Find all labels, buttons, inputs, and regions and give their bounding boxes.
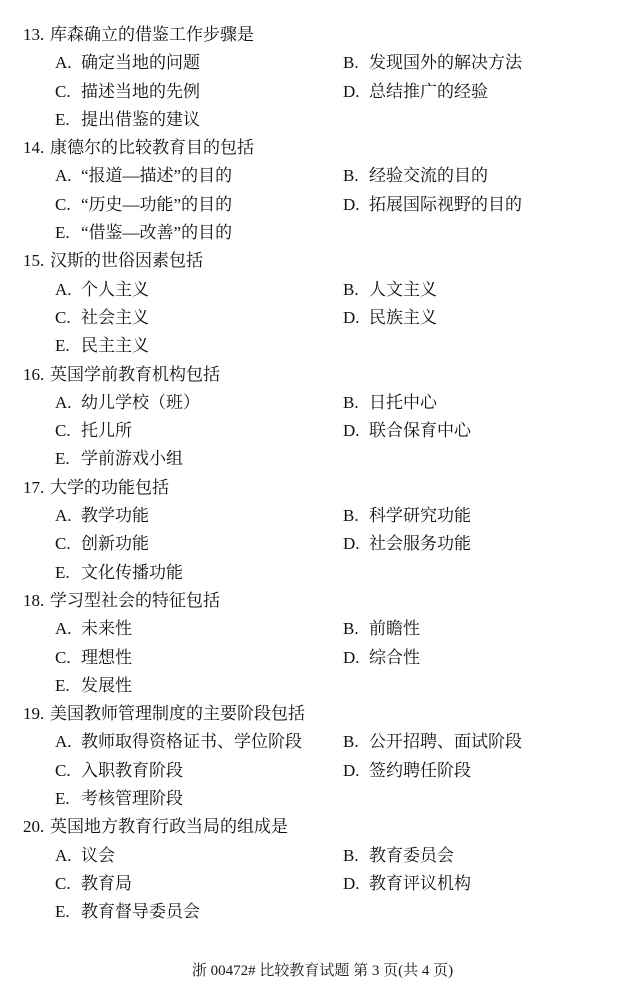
option-text: 未来性 [81, 619, 132, 639]
option-label: E. [55, 902, 70, 922]
option-text: 签约聘任阶段 [369, 760, 471, 780]
option-label: D. [343, 534, 360, 554]
option-text: 教育评议机构 [369, 873, 471, 893]
option-label: B. [343, 619, 359, 639]
option-b [343, 728, 622, 756]
option-b [343, 162, 622, 190]
option-label: C. [55, 81, 71, 101]
option-text: 教育督导委员会 [81, 902, 200, 922]
question-number: 16. [23, 364, 45, 384]
option-text: 描述当地的先例 [81, 81, 200, 101]
question-stem: 英国地方教育行政当局的组成是 [50, 817, 288, 837]
option-label: D. [343, 307, 360, 327]
option-text: 个人主义 [81, 279, 149, 299]
option-a [55, 615, 343, 643]
option-label: D. [343, 647, 360, 667]
option-e [55, 559, 343, 587]
option-label: B. [343, 53, 359, 73]
option-e [55, 785, 343, 813]
option-text: 综合性 [369, 647, 420, 667]
option-b [343, 49, 622, 77]
option-label: B. [343, 845, 359, 865]
option-list [55, 49, 622, 134]
option-label: D. [343, 760, 360, 780]
option-list [55, 276, 622, 361]
option-text: 总结推广的经验 [369, 81, 488, 101]
option-b [343, 502, 622, 530]
option-list [55, 162, 622, 247]
page-footer [23, 961, 622, 1005]
option-text: 入职教育阶段 [81, 760, 183, 780]
option-d [343, 757, 622, 785]
question-number: 15. [23, 251, 45, 271]
question-14 [23, 134, 622, 247]
option-list [55, 502, 622, 587]
option-label: A. [55, 279, 72, 299]
option-text: 联合保育中心 [369, 421, 471, 441]
option-a [55, 842, 343, 870]
question-stem: 康德尔的比较教育目的包括 [50, 138, 254, 158]
option-list [55, 389, 622, 474]
option-c [55, 304, 343, 332]
question-stem: 英国学前教育机构包括 [50, 364, 220, 384]
option-label: A. [55, 166, 72, 186]
footer-text: 浙 00472# 比较教育试题 第 3 页(共 4 页) [191, 963, 454, 979]
option-label: E. [55, 562, 70, 582]
option-b [343, 842, 622, 870]
option-text: 经验交流的目的 [369, 166, 488, 186]
option-label: C. [55, 873, 71, 893]
option-d [343, 191, 622, 219]
option-text: 托儿所 [81, 421, 132, 441]
option-text: 日托中心 [369, 392, 437, 412]
option-label: C. [55, 534, 71, 554]
option-e [55, 219, 343, 247]
option-text: 社会主义 [81, 307, 149, 327]
option-c [55, 191, 343, 219]
option-text: 学前游戏小组 [81, 449, 183, 469]
option-text: 公开招聘、面试阶段 [369, 732, 522, 752]
question-stem: 美国教师管理制度的主要阶段包括 [50, 704, 305, 724]
option-text: 民主主义 [81, 336, 149, 356]
option-text: 教学功能 [81, 506, 149, 526]
option-c [55, 530, 343, 558]
option-text: 发现国外的解决方法 [369, 53, 522, 73]
option-b [343, 615, 622, 643]
option-text: 人文主义 [369, 279, 437, 299]
option-label: D. [343, 421, 360, 441]
option-label: C. [55, 307, 71, 327]
option-text: “报道—描述”的目的 [81, 166, 233, 186]
option-label: A. [55, 392, 72, 412]
option-d [343, 530, 622, 558]
option-d [343, 78, 622, 106]
option-d [343, 304, 622, 332]
question-20 [23, 813, 622, 926]
option-label: E. [55, 789, 70, 809]
option-label: E. [55, 675, 70, 695]
option-label: D. [343, 194, 360, 214]
option-text: 理想性 [81, 647, 132, 667]
option-label: E. [55, 223, 70, 243]
question-heading [23, 247, 622, 275]
question-stem: 大学的功能包括 [50, 477, 169, 497]
option-d [343, 870, 622, 898]
option-e [55, 672, 343, 700]
option-text: 文化传播功能 [81, 562, 183, 582]
option-label: A. [55, 53, 72, 73]
question-heading [23, 134, 622, 162]
option-label: D. [343, 873, 360, 893]
option-label: B. [343, 506, 359, 526]
option-e [55, 106, 343, 134]
option-b [343, 389, 622, 417]
option-list [55, 615, 622, 700]
option-text: 提出借鉴的建议 [81, 109, 200, 129]
option-text: “借鉴—改善”的目的 [81, 223, 233, 243]
option-a [55, 276, 343, 304]
question-number: 17. [23, 477, 45, 497]
question-heading [23, 813, 622, 841]
question-13 [23, 21, 622, 134]
option-label: E. [55, 449, 70, 469]
option-text: 确定当地的问题 [81, 53, 200, 73]
option-e [55, 332, 343, 360]
option-label: B. [343, 732, 359, 752]
option-text: 前瞻性 [369, 619, 420, 639]
option-label: C. [55, 194, 71, 214]
option-c [55, 417, 343, 445]
option-text: 教育局 [81, 873, 132, 893]
option-text: 教师取得资格证书、学位阶段 [81, 732, 302, 752]
option-e [55, 898, 343, 926]
option-a [55, 389, 343, 417]
option-text: 民族主义 [369, 307, 437, 327]
question-18 [23, 587, 622, 700]
option-d [343, 417, 622, 445]
option-a [55, 728, 343, 756]
option-label: E. [55, 336, 70, 356]
question-stem: 库森确立的借鉴工作步骤是 [50, 25, 254, 44]
option-text: 考核管理阶段 [81, 789, 183, 809]
question-heading [23, 361, 622, 389]
option-c [55, 644, 343, 672]
option-c [55, 78, 343, 106]
question-heading [23, 474, 622, 502]
option-text: 议会 [81, 845, 115, 865]
question-number: 18. [23, 590, 45, 610]
option-label: A. [55, 845, 72, 865]
question-16 [23, 361, 622, 474]
option-e [55, 445, 343, 473]
option-label: C. [55, 760, 71, 780]
option-text: 拓展国际视野的目的 [369, 194, 522, 214]
option-label: B. [343, 392, 359, 412]
option-c [55, 757, 343, 785]
option-label: B. [343, 279, 359, 299]
option-label: A. [55, 732, 72, 752]
option-label: E. [55, 109, 70, 129]
option-a [55, 162, 343, 190]
question-heading [23, 700, 622, 728]
option-label: C. [55, 647, 71, 667]
option-list [55, 842, 622, 927]
option-d [343, 644, 622, 672]
option-text: 社会服务功能 [369, 534, 471, 554]
option-text: 科学研究功能 [369, 506, 471, 526]
question-heading [23, 21, 622, 49]
option-label: D. [343, 81, 360, 101]
option-label: C. [55, 421, 71, 441]
option-text: 幼儿学校（班） [81, 392, 200, 412]
question-stem: 汉斯的世俗因素包括 [50, 251, 203, 271]
option-c [55, 870, 343, 898]
question-stem: 学习型社会的特征包括 [50, 590, 220, 610]
option-label: A. [55, 619, 72, 639]
question-number: 19. [23, 704, 45, 724]
option-label: B. [343, 166, 359, 186]
option-b [343, 276, 622, 304]
question-17 [23, 474, 622, 587]
option-text: 发展性 [81, 675, 132, 695]
question-number: 20. [23, 817, 45, 837]
option-a [55, 49, 343, 77]
option-text: “历史—功能”的目的 [81, 194, 233, 214]
question-15 [23, 247, 622, 360]
question-number: 13. [23, 25, 45, 44]
option-list [55, 728, 622, 813]
option-label: A. [55, 506, 72, 526]
question-19 [23, 700, 622, 813]
option-text: 创新功能 [81, 534, 149, 554]
option-a [55, 502, 343, 530]
question-heading [23, 587, 622, 615]
option-text: 教育委员会 [369, 845, 454, 865]
question-number: 14. [23, 138, 45, 158]
